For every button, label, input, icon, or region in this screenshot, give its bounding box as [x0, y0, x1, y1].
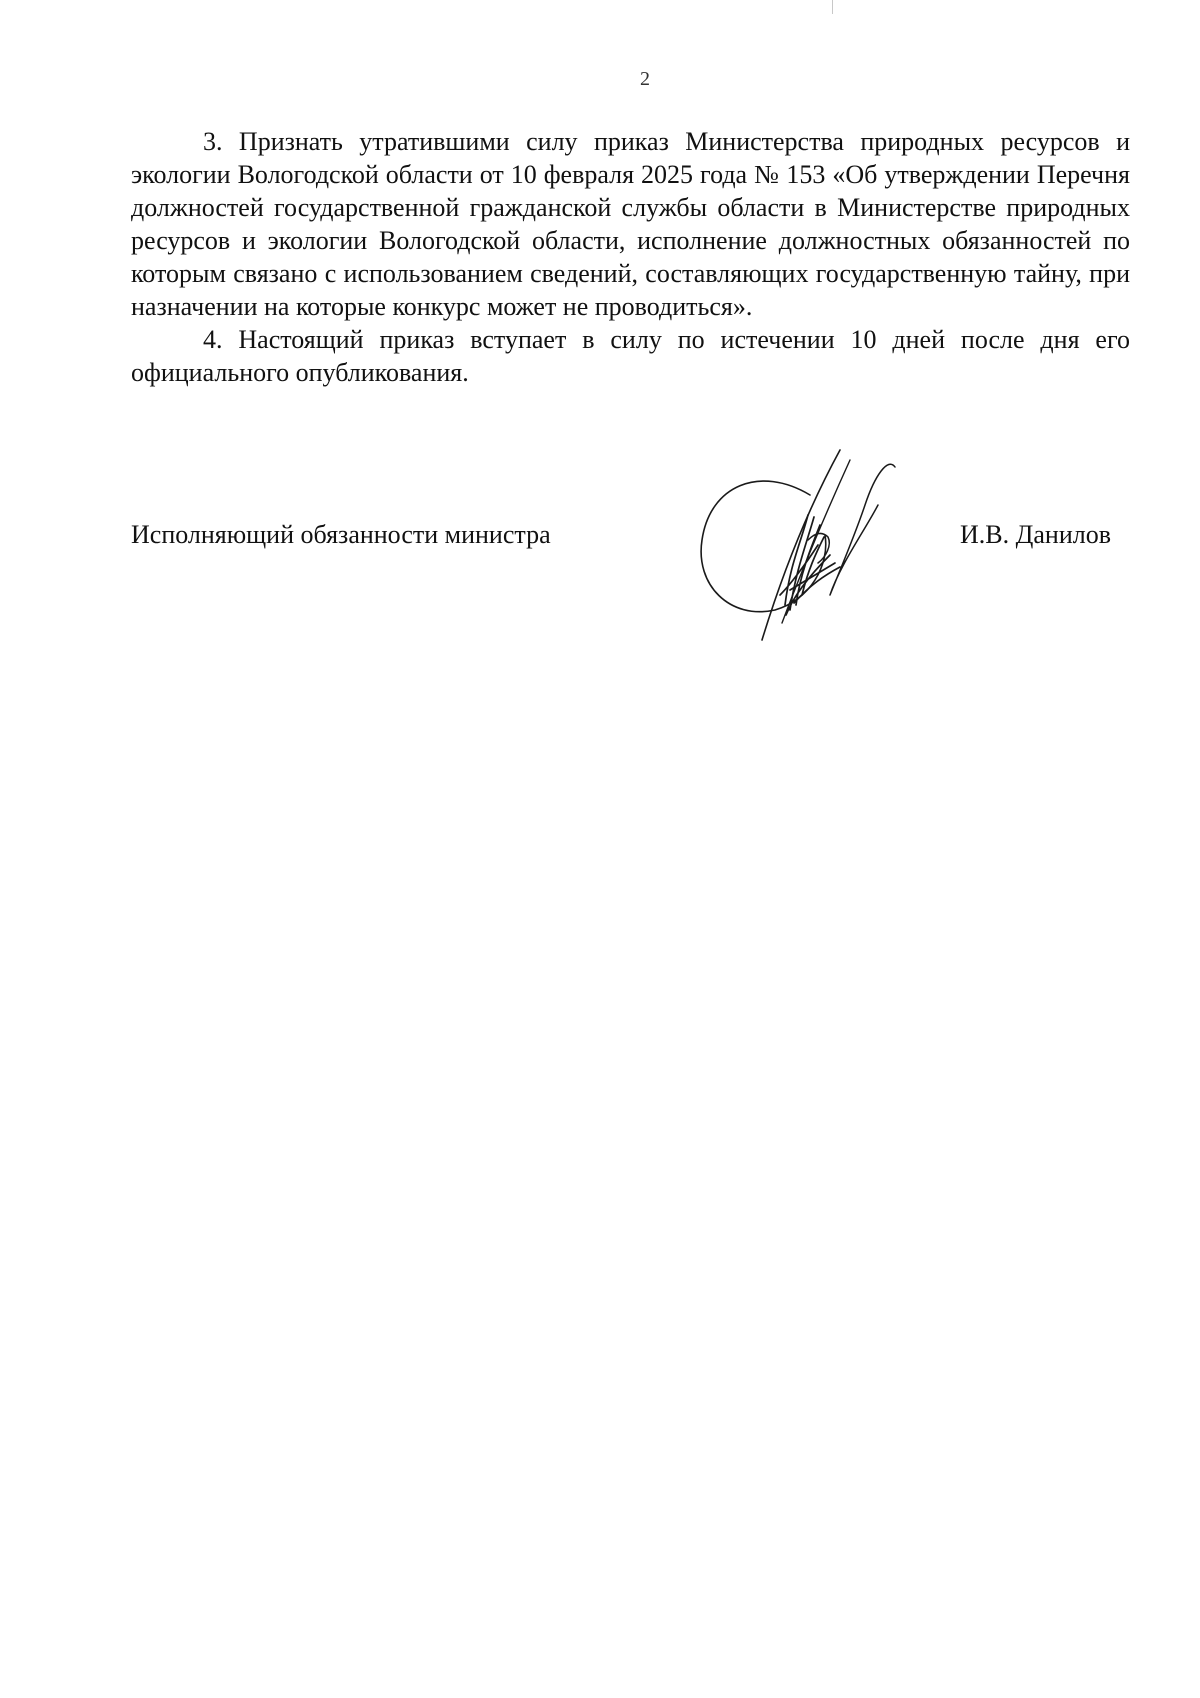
signature-row — [131, 520, 1111, 560]
handwritten-signature-icon — [690, 445, 900, 645]
paragraph-4: 4. Настоящий приказ вступает в силу по истечении 10 дней после дня его официального опубликования. — [131, 325, 1130, 387]
page-number: 2 — [640, 68, 650, 90]
scan-artifact-mark — [832, 0, 833, 14]
signer-title: Исполняющий обязанности министра — [131, 520, 551, 549]
document-body — [131, 125, 1130, 389]
paragraph-3: 3. Признать утратившими силу приказ Министерства природных ресурсов и экологии Вологодской области от 10 февраля 2025 года № 153 «Об утверждении Перечня должностей государственной гражданской службы области в Министерстве природных ресурсов и экологии Вологодской области, исполнение должностных обязанностей по которым связано с использованием сведений, составляющих государственную тайну, при назначении на которые конкурс может не проводиться». — [131, 127, 1130, 321]
signer-name: И.В. Данилов — [960, 520, 1111, 549]
